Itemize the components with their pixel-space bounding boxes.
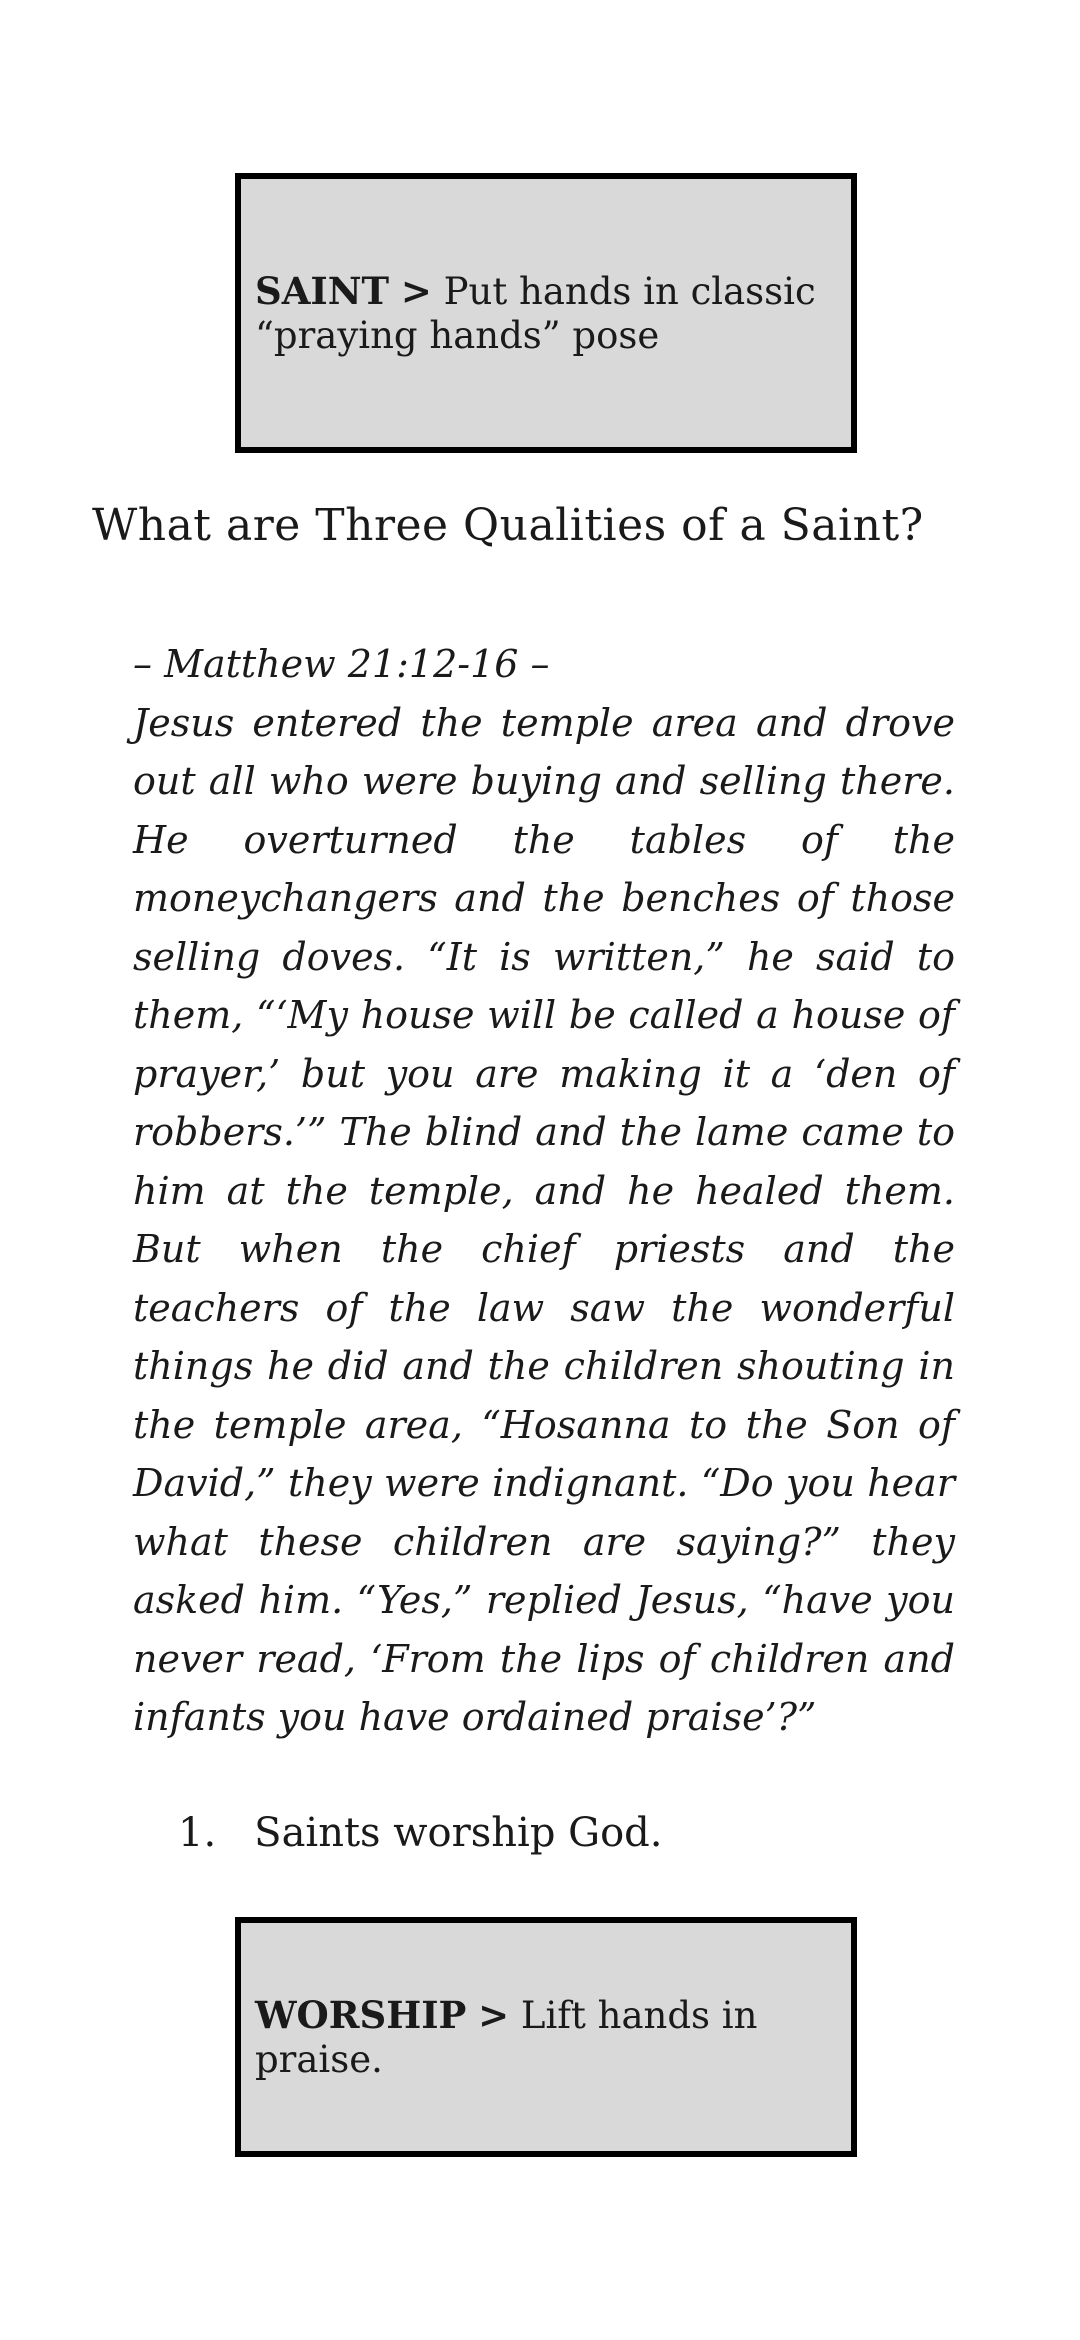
saint-cue-text (255, 269, 837, 358)
worship-cue-text (255, 1993, 837, 2082)
worship-arrow: > (478, 1992, 510, 2037)
scripture-reference: – Matthew 21:12-16 – (133, 642, 550, 686)
worship-cue-box (235, 1917, 857, 2157)
saint-keyword: SAINT (255, 268, 390, 313)
saint-instruction: Put hands in classic “praying hands” pose (255, 269, 816, 357)
scripture-passage (133, 635, 955, 1747)
saint-arrow: > (400, 268, 432, 313)
saint-cue-box (235, 173, 857, 453)
scripture-text: Jesus entered the temple area and drove out all who were buying and selling there. He overturned the tables of the moneychangers and the benches of those selling doves. “It is written,” he said to them, “‘My house will be called a house of prayer,’ but you are making it a ‘den of robbers.’” The blind and the lame came to him at the temple, and he healed them. But when the chief priests and the teachers of the law saw the wonderful things he did and the children shouting in the temple area, “Hosanna to the Son of David,” they were indignant. “Do you hear what these children are saying?” they asked him. “Yes,” replied Jesus, “have you never read, ‘From the lips of children and infants you have ordained praise’?” (133, 700, 955, 1739)
list-item (178, 1810, 663, 1856)
worship-keyword: WORSHIP (255, 1992, 467, 2037)
section-heading: What are Three Qualities of a Saint? (92, 500, 924, 551)
worship-instruction: Lift hands in praise. (255, 1993, 758, 2081)
list-item-number: 1. (178, 1810, 217, 1856)
list-item-text: Saints worship God. (254, 1810, 663, 1856)
